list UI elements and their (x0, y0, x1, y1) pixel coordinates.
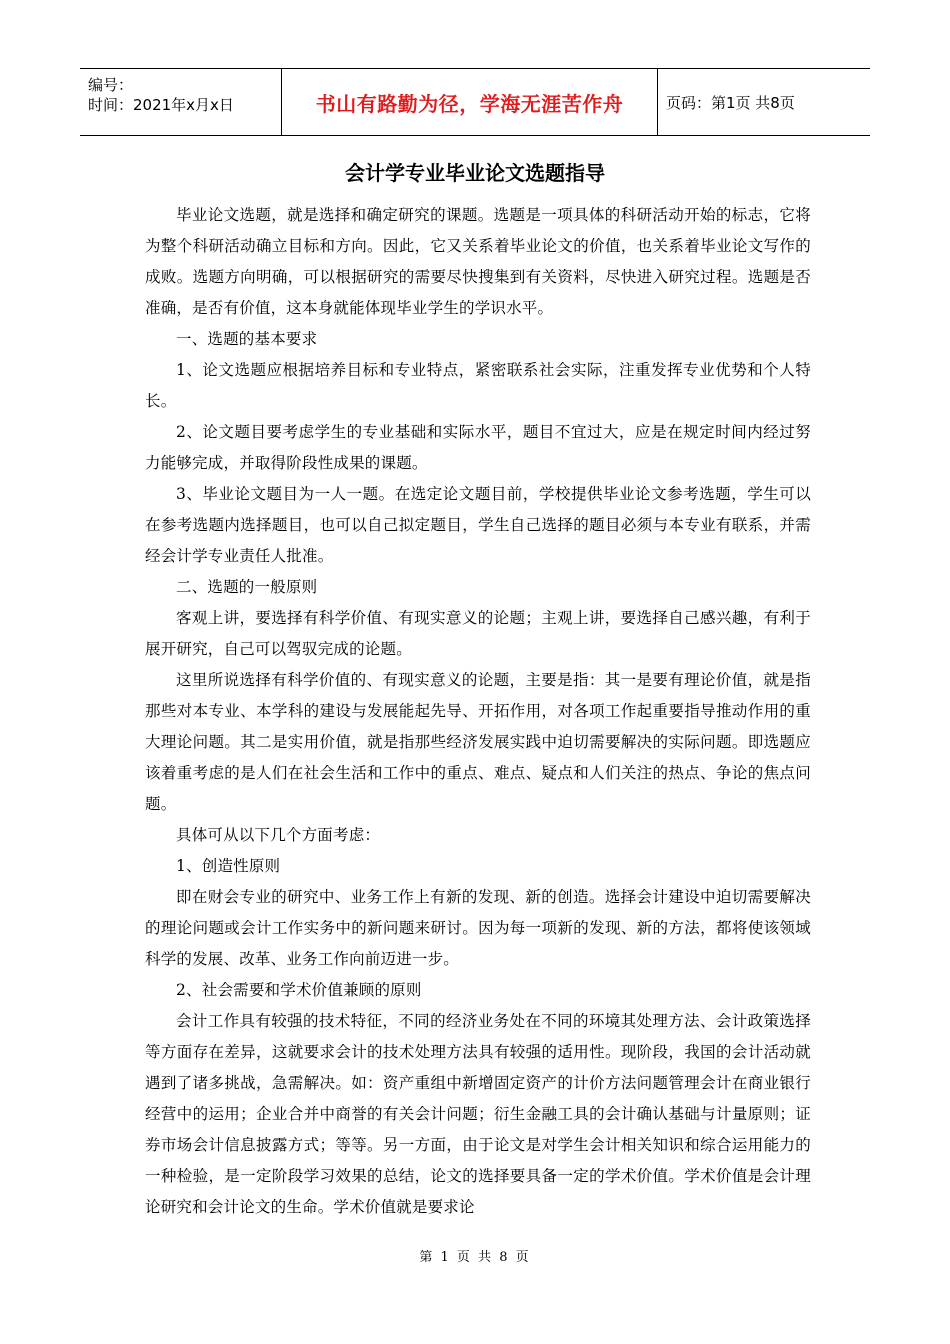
paragraph: 1、论文选题应根据培养目标和专业特点，紧密联系社会实际，注重发挥专业优势和个人特长。 (145, 361, 811, 410)
document-title: 会计学专业毕业论文选题指导 (345, 161, 605, 185)
paragraph: 客观上讲，要选择有科学价值、有现实意义的论题；主观上讲，要选择自己感兴趣，有利于展开研究，自己可以驾驭完成的论题。 (145, 609, 811, 658)
subsection-heading: 1、创造性原则 (176, 857, 281, 875)
paragraph: 3、毕业论文题目为一人一题。在选定论文题目前，学校提供毕业论文参考选题，学生可以在参考选题内选择题目，也可以自己拟定题目，学生自己选择的题目必须与本专业有联系，并需经会计学专业责任人批准。 (145, 485, 811, 565)
page-footer: 第 1 页 共 8 页 (419, 1250, 531, 1265)
paragraph: 即在财会专业的研究中、业务工作上有新的发现、新的创造。选择会计建设中迫切需要解决的理论问题或会计工作实务中的新问题来研讨。因为每一项新的发现、新的方法，都将使该领域科学的发展、改革、业务工作向前迈进一步。 (145, 888, 811, 968)
number-label: 编号： (88, 76, 134, 94)
paragraph: 这里所说选择有科学价值的、有现实意义的论题，主要是指：其一是要有理论价值，就是指那些对本专业、本学科的建设与发展能起先导、开拓作用，对各项工作起重要指导推动作用的重大理论问题。其二是实用价值，就是指那些经济发展实践中迫切需要解决的实际问题。即选题应该着重考虑的是人们在社会生活和工作中的重点、难点、疑点和人们关注的热点、争论的焦点问题。 (145, 671, 811, 813)
header-motto: 书山有路勤为径，学海无涯苦作舟 (282, 69, 658, 135)
paragraph: 毕业论文选题，就是选择和确定研究的课题。选题是一项具体的科研活动开始的标志，它将为整个科研活动确立目标和方向。因此，它又关系着毕业论文的价值，也关系着毕业论文写作的成败。选题方向明确，可以根据研究的需要尽快搜集到有关资料，尽快进入研究过程。选题是否准确，是否有价值，这本身就能体现毕业学生的学识水平。 (145, 206, 811, 317)
subsection-heading: 2、社会需要和学术价值兼顾的原则 (176, 981, 422, 999)
document-header (80, 68, 870, 136)
section-heading: 一、选题的基本要求 (176, 330, 318, 348)
header-meta (80, 69, 282, 135)
paragraph: 会计工作具有较强的技术特征，不同的经济业务处在不同的环境其处理方法、会计政策选择等方面存在差异，这就要求会计的技术处理方法具有较强的适用性。现阶段，我国的会计活动就遇到了诸多挑战，急需解决。如：资产重组中新增固定资产的计价方法问题管理会计在商业银行经营中的运用；企业合并中商誉的有关会计问题；衍生金融工具的会计确认基础与计量原则；证券市场会计信息披露方式；等等。另一方面，由于论文是对学生会计相关知识和综合运用能力的一种检验，是一定阶段学习效果的总结，论文的选择要具备一定的学术价值。学术价值是会计理论研究和会计论文的生命。学术价值就是要求论 (145, 1012, 811, 1216)
time-label: 时间：2021年x月x日 (88, 96, 234, 114)
section-heading: 二、选题的一般原则 (176, 578, 318, 596)
paragraph: 2、论文题目要考虑学生的专业基础和实际水平，题目不宜过大，应是在规定时间内经过努力能够完成，并取得阶段性成果的课题。 (145, 423, 811, 472)
document-body (145, 200, 811, 1223)
header-page-info: 页码：第1页 共8页 (666, 93, 795, 112)
paragraph: 具体可从以下几个方面考虑： (176, 826, 381, 844)
